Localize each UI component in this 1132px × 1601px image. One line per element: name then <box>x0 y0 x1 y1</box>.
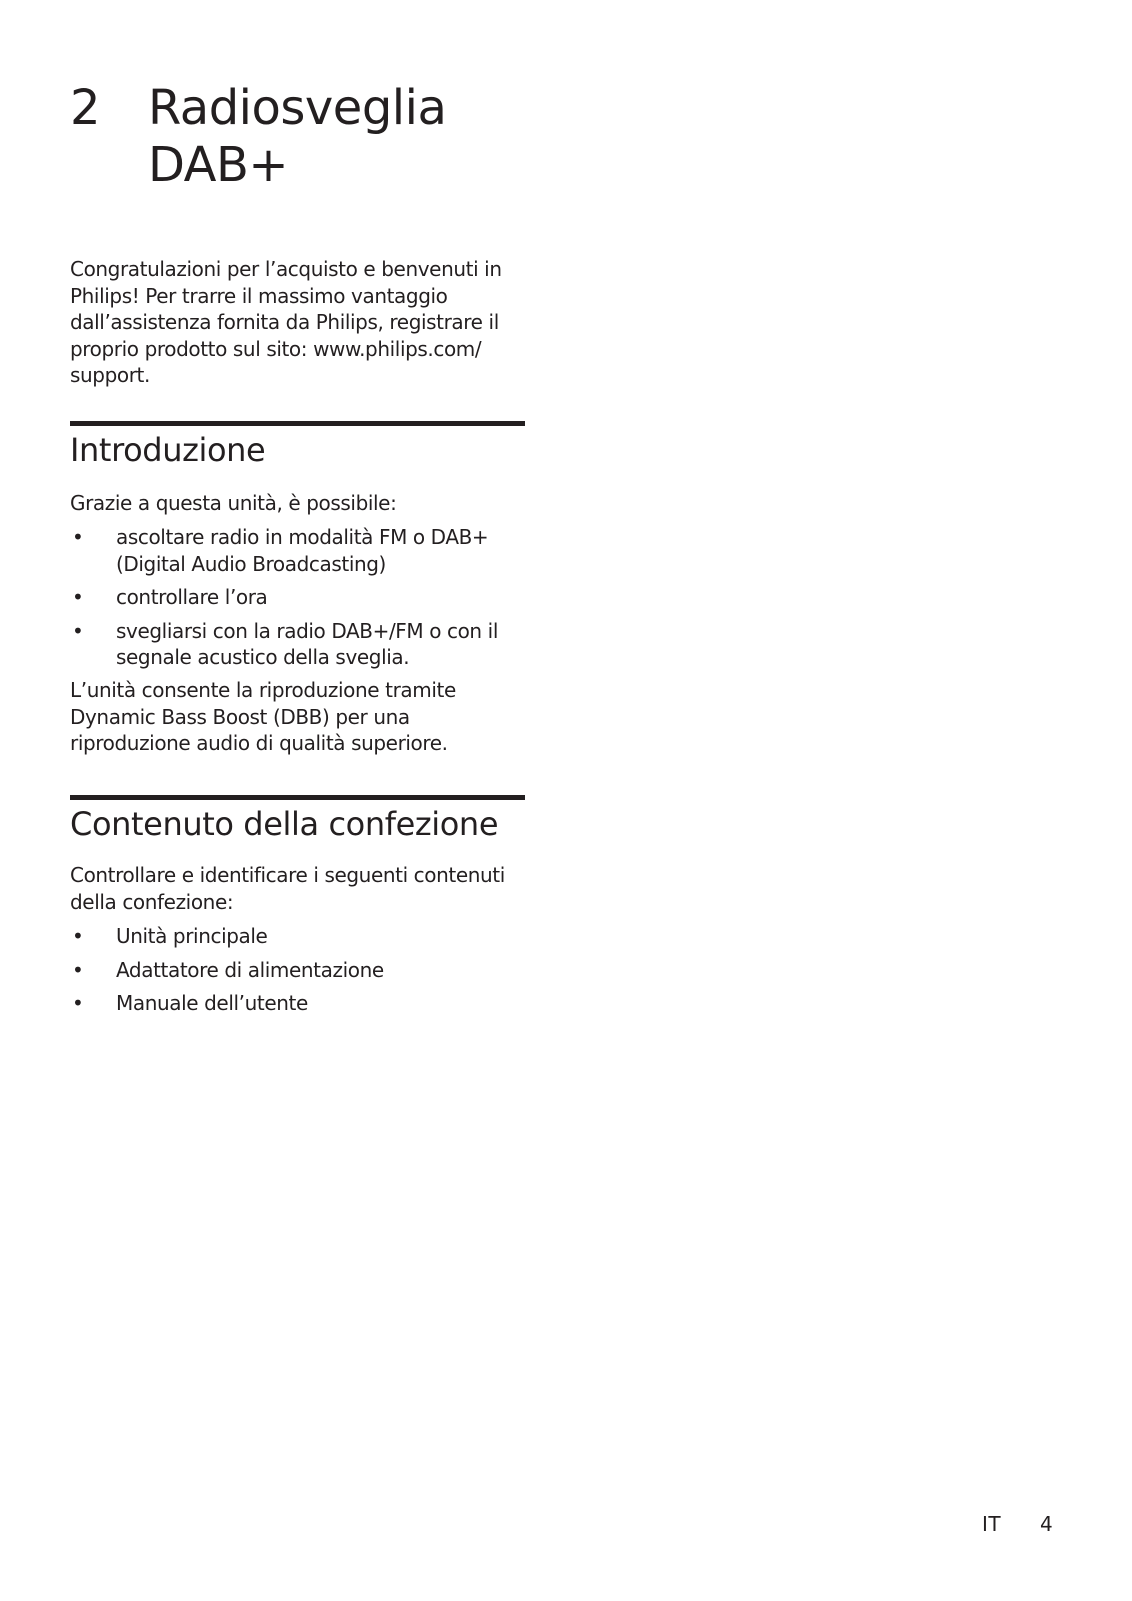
list-item-text: Unità principale <box>116 924 268 948</box>
chapter-title-line1: Radiosveglia <box>148 80 447 136</box>
bullet-icon: • <box>72 618 84 643</box>
bullet-icon: • <box>72 957 84 982</box>
list-item-text: Manuale dell’utente <box>116 991 308 1015</box>
box-contents-list <box>70 923 525 1024</box>
bullet-icon: • <box>72 991 84 1015</box>
chapter-title <box>148 80 618 194</box>
list-item <box>70 618 525 671</box>
list-item-text: svegliarsi con la radio DAB+/FM o con il segnale acustico della sveglia. <box>116 618 498 669</box>
footer-page-number: 4 <box>1040 1512 1053 1536</box>
list-item <box>70 923 525 950</box>
chapter-number: 2 <box>70 80 101 136</box>
bullet-icon: • <box>72 585 84 609</box>
introduction-lead: Grazie a questa unità, è possibile: <box>70 491 397 515</box>
bullet-icon: • <box>72 924 84 948</box>
chapter-title-line2: DAB+ <box>148 137 289 193</box>
bullet-icon: • <box>72 525 84 549</box>
section-divider-introduction <box>70 421 525 426</box>
list-item <box>70 990 525 1017</box>
section-heading-introduction: Introduzione <box>70 431 266 469</box>
list-item <box>70 524 525 577</box>
list-item-text: controllare l’ora <box>116 585 268 609</box>
footer-language: IT <box>982 1512 1002 1536</box>
introduction-closing: L’unità consente la riproduzione tramite Dynamic Bass Boost (DBB) per una riproduzione audio di qualità superiore. <box>70 678 456 755</box>
section-divider-box-contents <box>70 795 525 800</box>
box-contents-lead: Controllare e identificare i seguenti contenuti della confezione: <box>70 863 505 914</box>
list-item <box>70 957 525 984</box>
intro-paragraph: Congratulazioni per l’acquisto e benvenuti in Philips! Per trarre il massimo vantaggio dall’assistenza fornita da Philips, registrare il proprio prodotto sul sito: www.philips.com/ support. <box>70 257 502 387</box>
list-item-text: Adattatore di alimentazione <box>116 957 384 982</box>
introduction-list <box>70 524 525 678</box>
list-item <box>70 584 525 611</box>
section-heading-box-contents: Contenuto della confezione <box>70 805 499 843</box>
list-item-text: ascoltare radio in modalità FM o DAB+ (Digital Audio Broadcasting) <box>116 525 489 576</box>
